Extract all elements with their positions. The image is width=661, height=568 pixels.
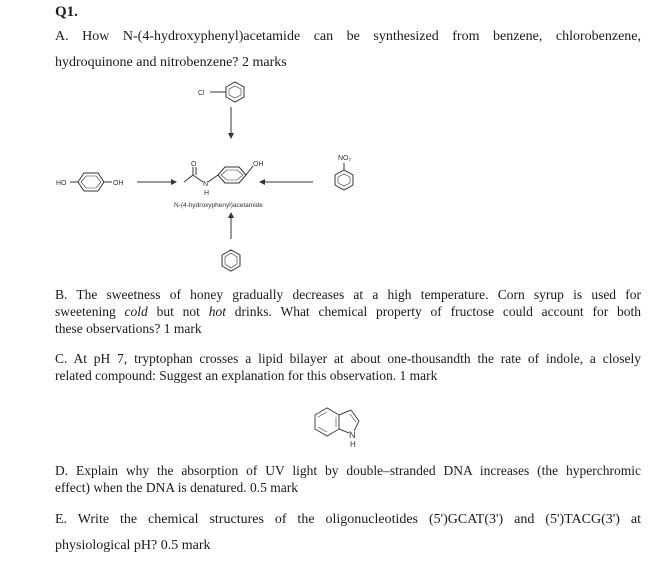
amide-h-label: H <box>204 190 210 197</box>
nitrobenzene-structure <box>335 163 353 190</box>
part-a-text <box>55 24 641 76</box>
part-e-line-2: physiological pH? 0.5 mark <box>55 538 211 553</box>
part-a-line-2: hydroquinone and nitrobenzene? 2 marks <box>55 55 287 70</box>
part-b-emphasis-cold: cold <box>124 304 148 319</box>
carbonyl-o-label: O <box>191 161 197 168</box>
benzene-structure <box>222 250 240 271</box>
part-c-line-2: related compound: Suggest an explanation for this observation. 1 mark <box>55 368 438 383</box>
part-b-line-3: these observations? 1 mark <box>55 321 202 336</box>
part-c-text <box>55 350 641 384</box>
product-structure <box>184 166 253 183</box>
part-b-text <box>55 286 641 337</box>
part-e-line-1: E. Write the chemical structures of the oligonucleotides (5')GCAT(3') and (5')TACG(3') at <box>55 512 641 527</box>
part-b-line-2-post: drinks. What chemical property of fructose could account for both <box>225 304 641 319</box>
question-title: Q1. <box>55 4 78 20</box>
part-b-emphasis-hot: hot <box>208 304 226 319</box>
product-oh-label: OH <box>253 161 264 168</box>
part-a-line-1: A. How N-(4-hydroxyphenyl)acetamide can be synthesized from benzene, chlorobenzene, <box>55 29 641 44</box>
cl-label: Cl <box>198 90 205 97</box>
amide-n-label: N <box>203 181 209 188</box>
part-e-text <box>55 507 641 559</box>
no2-label: NO₂ <box>338 155 352 162</box>
hydroquinone-structure <box>70 173 112 191</box>
indole-n-label: N <box>349 430 356 440</box>
ho-label: HO <box>56 180 67 187</box>
part-d-line-1: D. Explain why the absorption of UV light by double–stranded DNA increases (the hyperchromic <box>55 463 641 478</box>
synthesis-scheme <box>0 72 661 282</box>
part-d-text <box>55 462 641 496</box>
part-b-line-2 <box>55 303 641 320</box>
part-c-line-1: C. At pH 7, tryptophan crosses a lipid bilayer at about one-thousandth the rate of indole, a closely <box>55 351 641 366</box>
chlorobenzene-structure <box>210 82 244 102</box>
part-b-line-1: B. The sweetness of honey gradually decreases at a high temperature. Corn syrup is used for <box>55 287 641 302</box>
part-d-line-2: effect) when the DNA is denatured. 0.5 mark <box>55 480 299 495</box>
oh-label: OH <box>113 180 124 187</box>
part-b-line-2-mid: but not <box>147 304 209 319</box>
indole-h-label: H <box>350 440 356 449</box>
product-name-label: N-(4-hydroxyphenyl)acetamide <box>174 202 263 209</box>
part-b-line-2-pre: sweetening <box>55 304 125 319</box>
indole-structure <box>305 398 385 450</box>
